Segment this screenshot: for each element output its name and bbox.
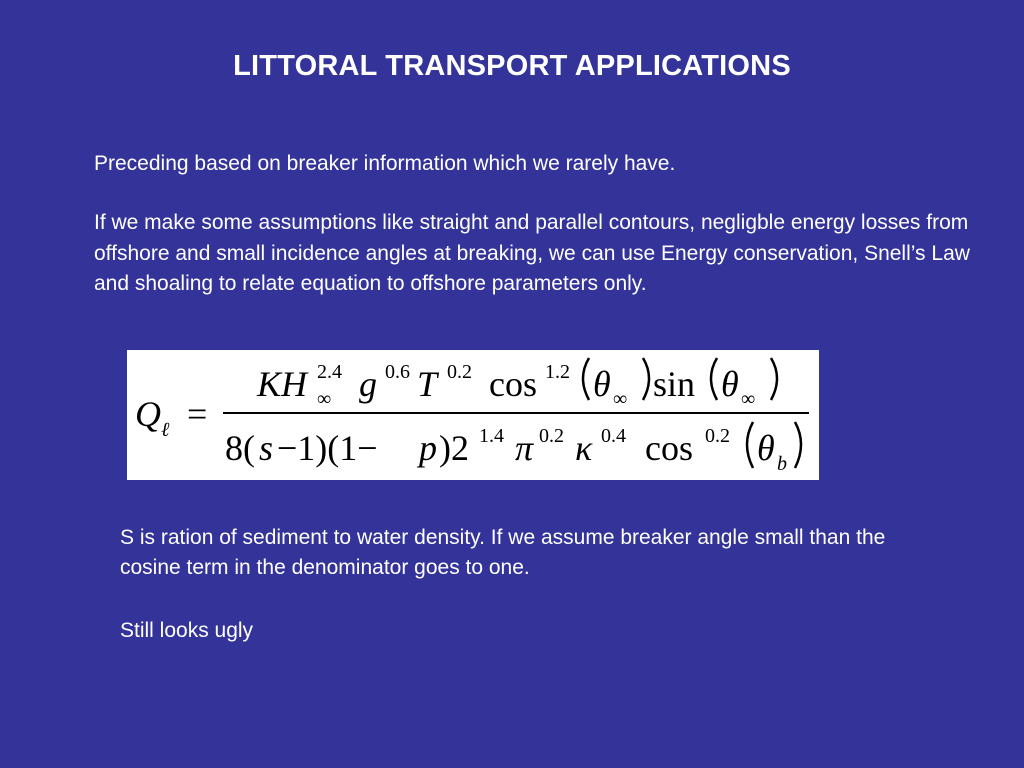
eq-den-close2: )2 xyxy=(439,428,469,468)
eq-den-cos: cos xyxy=(645,428,693,468)
eq-num-paren-open-1 xyxy=(583,358,589,400)
eq-num-theta1: θ xyxy=(593,364,611,404)
eq-num-paren-open-2 xyxy=(711,358,717,400)
eq-num-paren-close-1 xyxy=(643,358,649,400)
eq-num-t: T xyxy=(417,364,438,404)
eq-num-sin: sin xyxy=(653,364,696,404)
eq-den-minus1: −1)(1− xyxy=(277,428,378,468)
eq-num-theta2: θ xyxy=(721,364,739,404)
paragraph-sediment-ratio: S is ration of sediment to water density. If we assume breaker angle small than the cosine term in the denominator goes to one. xyxy=(120,526,886,579)
eq-num-h-sup: 2.4 xyxy=(317,361,342,383)
eq-den-kappa-sup: 0.4 xyxy=(601,425,626,447)
eq-num-theta1-sub: ∞ xyxy=(613,388,628,410)
eq-num-h-sub: ∞ xyxy=(317,388,332,410)
paragraph-assumptions: If we make some assumptions like straight and parallel contours, negligble energy losses from offshore and small incidence angles at breaking, we can use Energy conservation, Snell’s Law and shoaling to relate equation to offshore parameters only. xyxy=(94,211,970,295)
eq-num-paren-close-2 xyxy=(771,358,777,400)
eq-den-paren-close xyxy=(795,422,801,468)
eq-num-cos: cos xyxy=(489,364,537,404)
eq-den-8: 8( xyxy=(225,428,255,468)
eq-den-cos-sup: 0.2 xyxy=(705,425,730,447)
eq-num-t-sup: 0.2 xyxy=(447,361,472,383)
eq-num-kh: KH xyxy=(257,364,308,404)
paragraph-still-ugly: Still looks ugly xyxy=(120,619,254,642)
eq-den-p: p xyxy=(419,428,437,468)
eq-den-2-sup: 1.4 xyxy=(479,425,504,447)
paragraph-breaker-info: Preceding based on breaker information which we rarely have. xyxy=(94,152,676,175)
eq-num-theta2-sub: ∞ xyxy=(741,388,756,410)
eq-equals: = xyxy=(187,394,208,434)
eq-num-g-sup: 0.6 xyxy=(385,361,410,383)
equation-box xyxy=(127,350,819,480)
eq-den-theta: θ xyxy=(757,428,775,468)
littoral-transport-equation xyxy=(127,350,819,480)
eq-den-pi: π xyxy=(515,428,534,468)
eq-num-g: g xyxy=(359,364,377,404)
slide-title: LITTORAL TRANSPORT APPLICATIONS xyxy=(233,50,791,82)
eq-den-s: s xyxy=(259,428,274,468)
eq-den-paren-open xyxy=(747,422,753,468)
eq-den-theta-sub: b xyxy=(777,453,787,475)
eq-lhs-sub: ℓ xyxy=(161,419,170,441)
eq-den-kappa: κ xyxy=(575,428,593,468)
eq-den-pi-sup: 0.2 xyxy=(539,425,564,447)
eq-lhs-q: Q xyxy=(135,394,161,434)
eq-num-cos-sup: 1.2 xyxy=(545,361,570,383)
